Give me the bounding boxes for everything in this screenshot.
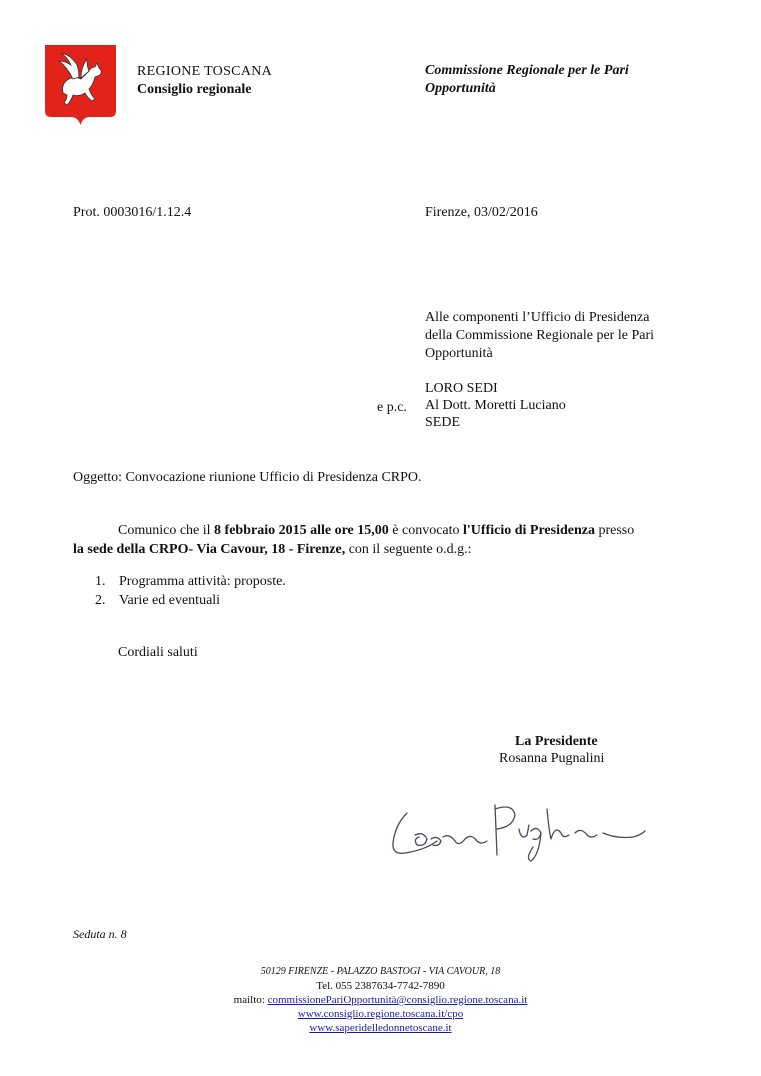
meeting-location: la sede della CRPO- Via Cavour, 18 - Firenze, (73, 542, 346, 557)
region-name: REGIONE TOSCANA (137, 64, 273, 79)
body-text: presso (594, 523, 635, 538)
recipient-line: LORO SEDI (425, 381, 498, 396)
recipient-line: della Commissione Regionale per le Pari (425, 328, 655, 343)
regione-toscana-logo (45, 45, 116, 125)
recipient-line: SEDE (425, 415, 460, 430)
session-number: Seduta n. 8 (73, 927, 127, 941)
commission-header (425, 62, 629, 98)
recipients-block (425, 309, 654, 363)
subject-line: Oggetto: Convocazione riunione Ufficio di Presidenza CRPO. (73, 470, 422, 485)
signatory-name: Rosanna Pugnalini (499, 751, 605, 766)
website-link-cpo[interactable]: www.consiglio.regione.toscana.it/cpo (297, 1008, 464, 1020)
body-text: è convocato (388, 523, 464, 538)
handwritten-signature (385, 795, 655, 870)
agenda-text: Varie ed eventuali (119, 593, 221, 608)
agenda-text: Programma attività: proposte. (119, 574, 286, 589)
recipient-line: Opportunità (425, 346, 493, 361)
body-text: con il seguente o.d.g.: (345, 542, 472, 557)
signatory-title: La Presidente (515, 734, 598, 749)
mail-prefix: mailto: (233, 994, 268, 1006)
protocol-number: Prot. 0003016/1.12.4 (73, 205, 192, 220)
recipients-block-2 (425, 380, 566, 431)
meeting-body: l'Ufficio di Presidenza (463, 523, 595, 538)
website-link-saperi[interactable]: www.saperidelledonnetoscane.it (309, 1022, 452, 1034)
agenda-number: 2. (95, 593, 106, 608)
agenda-item (95, 573, 286, 592)
body-text: Comunico che il (118, 523, 215, 538)
body-paragraph (73, 521, 693, 559)
recipient-line: Al Dott. Moretti Luciano (425, 398, 566, 413)
agenda-item (95, 592, 286, 611)
recipient-line: Alle componenti l’Ufficio di Presidenza (425, 310, 650, 325)
footer (0, 965, 761, 1035)
epc-label: e p.c. (377, 400, 407, 415)
meeting-datetime: 8 febbraio 2015 alle ore 15,00 (214, 523, 389, 538)
letter-date: Firenze, 03/02/2016 (425, 205, 538, 220)
agenda-list (95, 573, 286, 611)
agenda-number: 1. (95, 574, 106, 589)
institution-header (137, 64, 272, 98)
email-link[interactable]: commissionePariOpportunità@consiglio.regione.toscana.it (267, 994, 528, 1006)
footer-phone: Tel. 055 2387634-7742-7890 (316, 980, 445, 992)
council-name: Consiglio regionale (137, 82, 252, 97)
footer-address: 50129 FIRENZE - PALAZZO BASTOGI - VIA CAVOUR, 18 (260, 966, 501, 977)
commission-name-line1: Commissione Regionale per le Pari (425, 63, 629, 78)
closing-salutation: Cordiali saluti (118, 645, 198, 660)
commission-name-line2: Opportunità (425, 81, 496, 96)
footer-mail-line (0, 993, 761, 1007)
